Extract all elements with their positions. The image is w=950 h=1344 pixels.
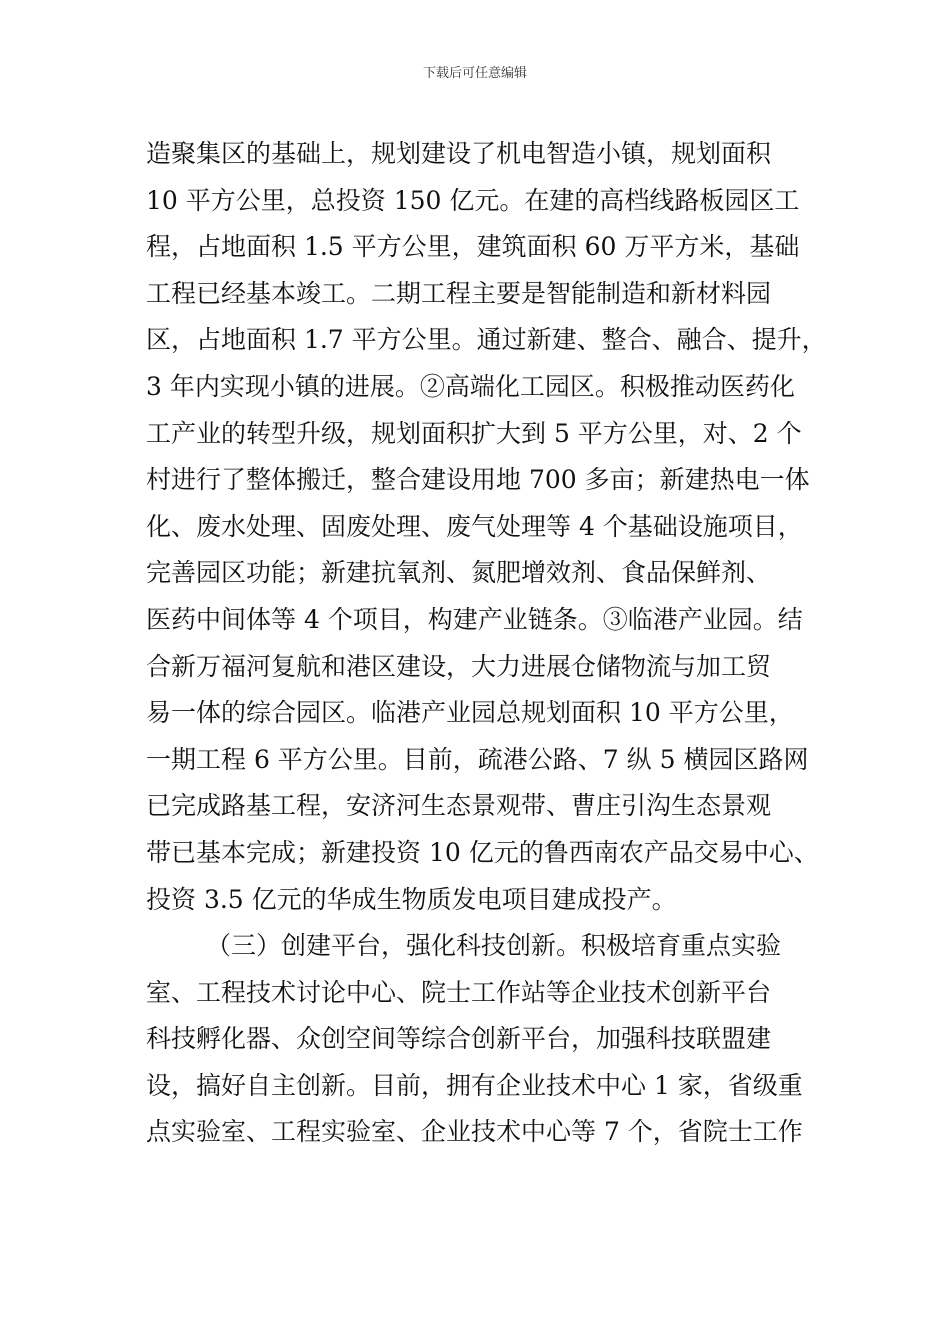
text-line: 易一体的综合园区。临港产业园总规划面积 10 平方公里， <box>146 698 794 728</box>
text-line: 合新万福河复航和港区建设，大力进展仓储物流与加工贸 <box>146 651 772 681</box>
text-line: 投资 3.5 亿元的华成生物质发电项目建成投产。 <box>146 884 677 914</box>
text-line: 程，占地面积 1.5 平方公里，建筑面积 60 万平方米，基础 <box>146 232 800 262</box>
text-line: 造聚集区的基础上，规划建设了机电智造小镇，规划面积 <box>146 139 772 168</box>
text-line: 科技孵化器、众创空间等综合创新平台，加强科技联盟建 <box>146 1024 772 1054</box>
text-line: 工程已经基本竣工。二期工程主要是智能制造和新材料园 <box>146 278 772 308</box>
text-line: 设，搞好自主创新。目前，拥有企业技术中心 1 家，省级重 <box>146 1070 803 1100</box>
body-text <box>146 131 826 1156</box>
section-heading-line: （三）创建平台，强化科技创新。积极培育重点实验 <box>206 931 782 961</box>
text-line: 区，占地面积 1.7 平方公里。通过新建、整合、融合、提升， <box>146 325 827 355</box>
text-line: 点实验室、工程实验室、企业技术中心等 7 个，省院士工作 <box>146 1117 803 1147</box>
text-line: 3 年内实现小镇的进展。②高端化工园区。积极推动医药化 <box>146 371 795 401</box>
text-line: 已完成路基工程，安济河生态景观带、曹庄引沟生态景观 <box>146 791 772 821</box>
text-line: 医药中间体等 4 个项目，构建产业链条。③临港产业园。结 <box>146 604 803 634</box>
text-line: 村进行了整体搬迁，整合建设用地 700 多亩；新建热电一体 <box>146 465 810 495</box>
text-line: 10 平方公里，总投资 150 亿元。在建的高档线路板园区工 <box>146 185 800 215</box>
text-line: 化、废水处理、固废处理、废气处理等 4 个基础设施项目， <box>146 511 803 541</box>
text-line: 一期工程 6 平方公里。目前，疏港公路、7 纵 5 横园区路网 <box>146 744 809 774</box>
text-line: 带已基本完成；新建投资 10 亿元的鲁西南农产品交易中心、 <box>146 837 819 867</box>
text-line: 工产业的转型升级，规划面积扩大到 5 平方公里，对、2 个 <box>146 418 802 448</box>
text-line: 室、工程技术讨论中心、院士工作站等企业技术创新平台 <box>146 977 772 1007</box>
text-line: 完善园区功能；新建抗氧剂、氮肥增效剂、食品保鲜剂、 <box>146 558 772 588</box>
page-header: 下载后可任意编辑 <box>422 66 527 81</box>
